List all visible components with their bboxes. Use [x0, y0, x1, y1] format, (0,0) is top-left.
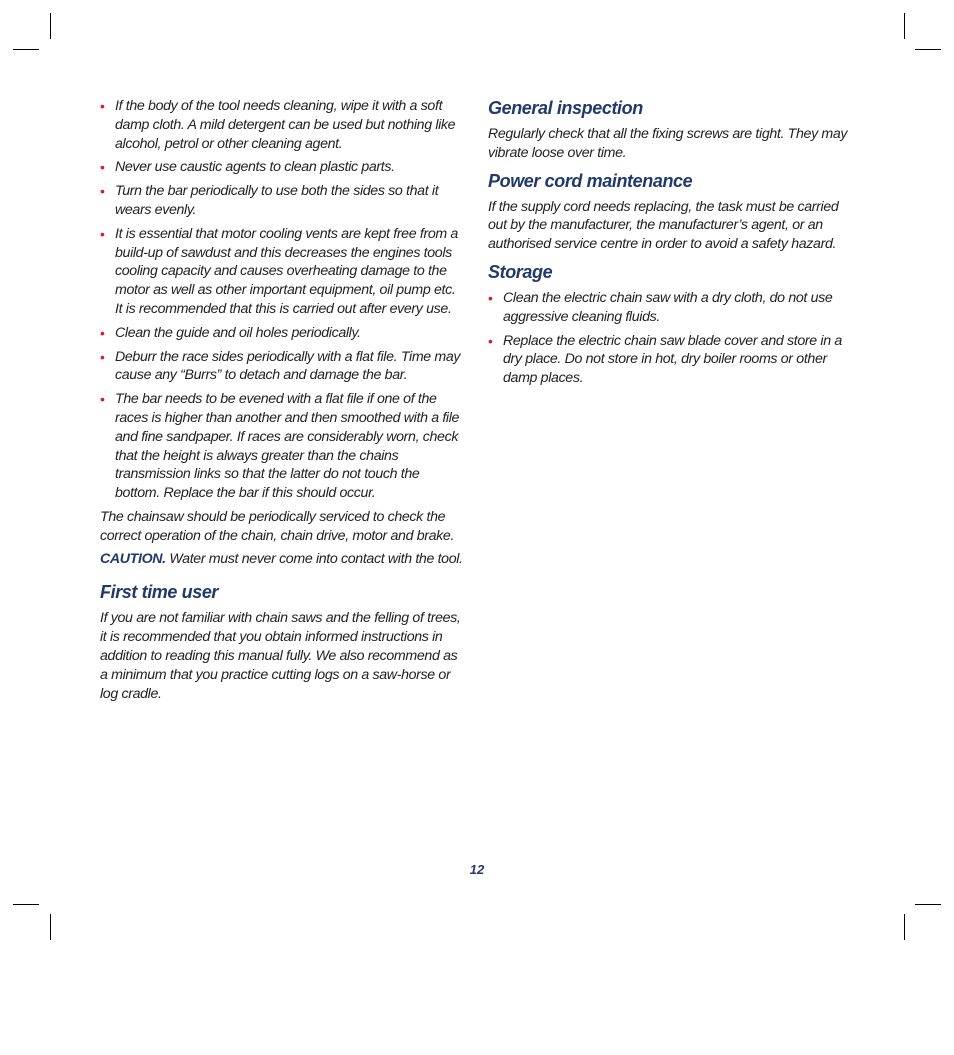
first-time-user-text: If you are not familiar with chain saws and the felling of trees, it is recommended that you obtain informed instructions in addition to reading this manual fully. We also recommend as a minimum that you practice cutting logs on a saw-horse or log cradle.: [100, 610, 461, 702]
bullet-icon: •: [100, 98, 105, 114]
crop-mark: [904, 13, 905, 39]
first-time-user-heading: First time user: [100, 582, 219, 603]
list-item: • Deburr the race sides periodically with a flat file. Time may cause any “Burrs” to detach and damage the bar.: [100, 348, 461, 384]
storage-bullet-list: [488, 289, 856, 388]
list-item: • The bar needs to be evened with a flat file if one of the races is higher than another and then smoothed with a file and fine sandpaper. If races are considerably worn, check that the height is always greater than the chains transmission links so that the latter do not touch the bottom. Replace the bar if this should occur.: [100, 391, 460, 502]
general-inspection-text: Regularly check that all the fixing screws are tight. They may vibrate loose over time.: [488, 126, 848, 161]
list-item: • Replace the electric chain saw blade cover and store in a dry place. Do not store in hot, dry boiler rooms or other damp places.: [488, 332, 842, 387]
general-inspection-heading: General inspection: [488, 98, 643, 118]
crop-mark: [50, 13, 51, 39]
storage-heading: Storage: [488, 261, 553, 282]
right-column: [488, 97, 856, 393]
power-cord-heading: Power cord maintenance: [488, 170, 693, 191]
crop-mark: [13, 49, 39, 50]
crop-mark: [13, 904, 39, 905]
bullet-icon: •: [100, 183, 105, 200]
bullet-icon: •: [100, 391, 105, 408]
maintenance-bullet-list: [100, 97, 464, 503]
bullet-icon: •: [488, 332, 493, 349]
power-cord-text: If the supply cord needs replacing, the task must be carried out by the manufacturer, the manufacturer’s agent, or an authorised service centre in order to avoid a safety hazard.: [488, 198, 839, 253]
crop-mark: [915, 49, 941, 50]
caution-text: Water must never come into contact with the tool.: [165, 550, 463, 567]
list-item: • Clean the guide and oil holes periodically.: [100, 324, 361, 341]
bullet-icon: •: [100, 348, 105, 365]
bullet-icon: •: [100, 159, 105, 176]
page-number: 12: [469, 862, 485, 877]
list-item: • Clean the electric chain saw with a dry cloth, do not use aggressive cleaning fluids.: [488, 289, 833, 325]
bullet-icon: •: [100, 324, 105, 341]
crop-mark: [904, 914, 905, 940]
caution-paragraph: [100, 550, 464, 569]
list-item: • Turn the bar periodically to use both the sides so that it wears evenly.: [100, 183, 439, 218]
list-item: • If the body of the tool needs cleaning, wipe it with a soft damp cloth. A mild detergent can be used but nothing like alcohol, petrol or other cleaning agent.: [100, 98, 456, 152]
crop-mark: [915, 904, 941, 905]
bullet-icon: •: [488, 289, 493, 306]
caution-label: CAUTION.: [100, 550, 166, 567]
left-column: [100, 97, 464, 707]
bullet-icon: •: [100, 225, 105, 242]
list-item: • It is essential that motor cooling vents are kept free from a build-up of sawdust and this decreases the engines tools cooling capacity and causes overheating damage to the motor as well as other important equipment, oil pump etc. It is recommended that this is carried out after every use.: [100, 225, 458, 317]
service-paragraph: The chainsaw should be periodically serviced to check the correct operation of the chain, chain drive, motor and brake.: [100, 508, 455, 544]
crop-mark: [50, 914, 51, 940]
list-item: • Never use caustic agents to clean plastic parts.: [100, 159, 395, 176]
